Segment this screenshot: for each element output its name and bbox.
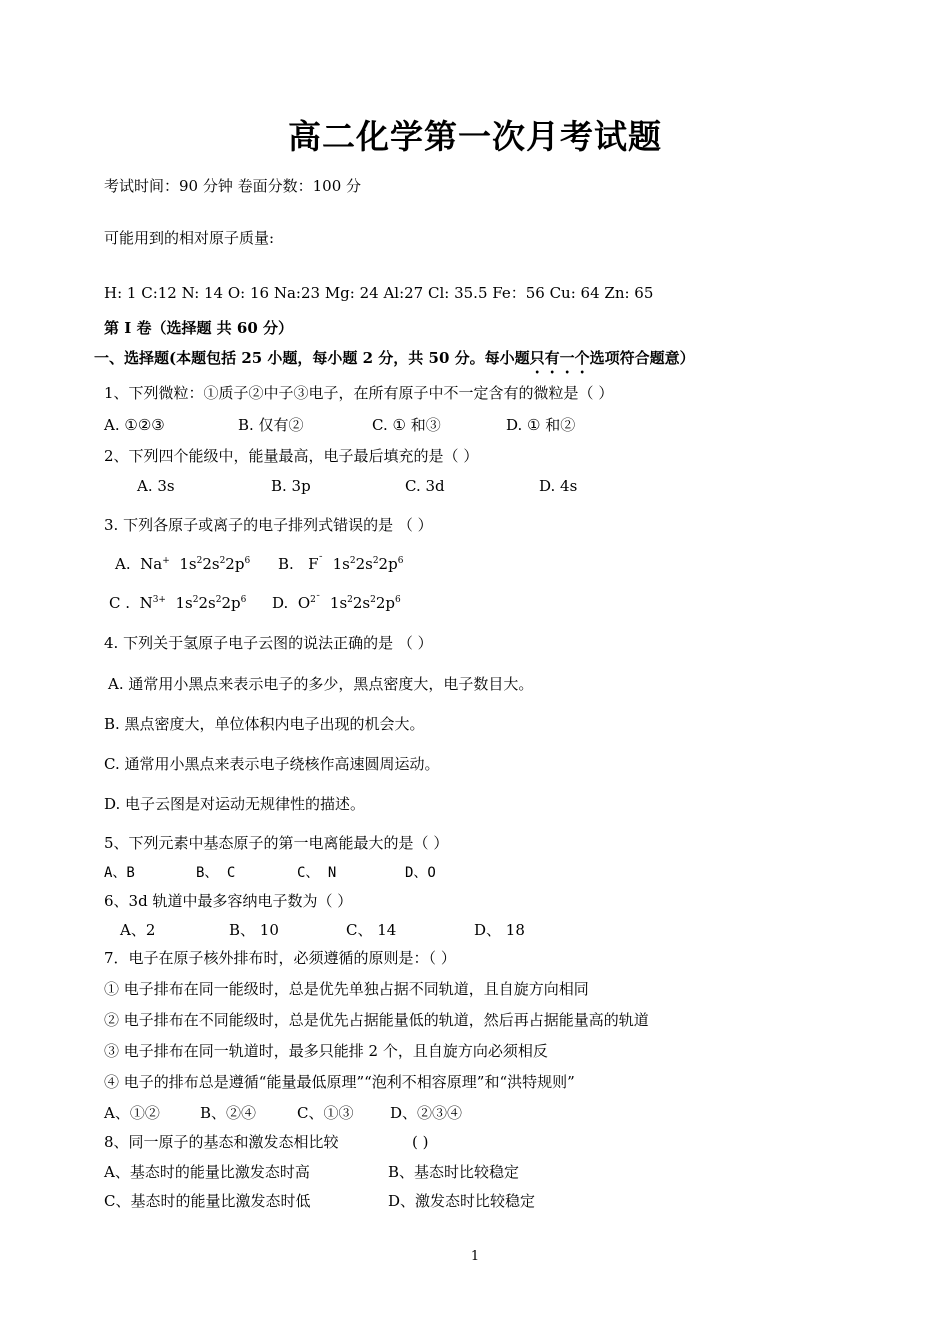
q2-option-a: A. 3s: [137, 477, 175, 495]
q3-a-charge: +: [162, 556, 170, 566]
q2-option-c: C. 3d: [405, 477, 445, 495]
atomic-mass-label: 可能用到的相对原子质量:: [104, 229, 275, 247]
q3-c-label: C .: [109, 594, 131, 612]
q3-b-label: B.: [278, 555, 294, 573]
q6-stem: 6、3d 轨道中最多容纳电子数为（ ）: [104, 892, 353, 910]
q3-c-config: $1s^22s^22p^6$: [175, 594, 247, 612]
q7-option-b: B、②④: [200, 1104, 257, 1122]
q7-option-c: C、①③: [297, 1104, 354, 1122]
q8-option-a: A、基态时的能量比激发态时高: [104, 1163, 310, 1181]
q7-statement-2: ② 电子排布在不同能级时，总是优先占据能量低的轨道，然后再占据能量高的轨道: [104, 1011, 649, 1029]
q3-stem: 3. 下列各原子或离子的电子排列式错误的是 （ ）: [104, 516, 433, 534]
q7-option-d: D、②③④: [390, 1104, 463, 1122]
q6-option-c: C、 14: [346, 921, 397, 939]
q3-b-ion: F: [308, 555, 319, 573]
q1-stem: 1、下列微粒：①质子②中子③电子，在所有原子中不一定含有的微粒是（ ）: [104, 384, 614, 402]
q6-option-a: A、2: [120, 921, 156, 939]
q3-a-config: $1s^22s^22p^6$: [179, 555, 251, 573]
q7-statement-3: ③ 电子排布在同一轨道时，最多只能排 2 个，且自旋方向必须相反: [104, 1042, 548, 1060]
q7-stem: 7．电子在原子核外排布时，必须遵循的原则是：（ ）: [104, 949, 456, 967]
q4-stem: 4. 下列关于氢原子电子云图的说法正确的是 （ ）: [104, 634, 433, 652]
section1-title: 第 Ⅰ 卷（选择题 共 60 分）: [104, 319, 294, 337]
q1-option-b: B. 仅有②: [238, 416, 304, 434]
q6-option-b: B、 10: [229, 921, 279, 939]
q2-option-b: B. 3p: [271, 477, 311, 495]
part1-heading-before: 一、选择题(本题包括 25 小题，每小题 2 分，共 50 分。每小题: [94, 349, 530, 367]
q7-statement-4: ④ 电子的排布总是遵循“能量最低原理”“泡利不相容原理”和“洪特规则”: [104, 1073, 575, 1091]
q3-a-label: A.: [115, 555, 131, 573]
q3-c-ion: N: [139, 594, 153, 612]
page-number: 1: [470, 1249, 480, 1264]
q3-d-config: $1s^22s^22p^6$: [329, 594, 401, 612]
q4-option-c: C. 通常用小黑点来表示电子绕核作高速圆周运动。: [104, 755, 440, 773]
q3-d-label: D.: [272, 594, 289, 612]
atomic-masses: H: 1 C:12 N: 14 O: 16 Na:23 Mg: 24 Al:27 Cl: 35.5 Fe：56 Cu: 64 Zn: 65: [104, 284, 654, 302]
q3-option-b: [278, 554, 403, 574]
q5-option-a: A、B: [104, 865, 135, 881]
exam-info: 考试时间：90 分钟 卷面分数：100 分: [104, 177, 362, 195]
q8-answer-paren: ( ): [412, 1133, 429, 1151]
q6-option-d: D、 18: [474, 921, 525, 939]
q7-statement-1: ① 电子排布在同一能级时，总是优先单独占据不同轨道，且自旋方向相同: [104, 980, 589, 998]
q3-option-d: [272, 593, 401, 613]
page-title: 高二化学第一次月考试题: [288, 117, 662, 156]
part1-heading: [94, 348, 695, 377]
q3-b-config: $1s^22s^22p^6$: [332, 555, 404, 573]
q3-c-charge: 3+: [152, 595, 166, 605]
q2-stem: 2、下列四个能级中，能量最高，电子最后填充的是（ ）: [104, 447, 479, 465]
q3-d-charge: 2¯: [310, 595, 321, 605]
q7-option-a: A、①②: [104, 1104, 160, 1122]
q4-option-b: B. 黑点密度大，单位体积内电子出现的机会大。: [104, 715, 425, 733]
q3-a-ion: Na: [140, 555, 163, 573]
q5-option-c: C、 N: [297, 865, 337, 881]
q2-option-d: D. 4s: [539, 477, 578, 495]
q5-stem: 5、下列元素中基态原子的第一电离能最大的是（ ）: [104, 834, 449, 852]
q5-option-b: B、 C: [196, 865, 236, 881]
q1-option-a: A. ①②③: [104, 416, 165, 434]
part1-heading-after: 选项符合题意）: [589, 349, 695, 367]
q1-option-c: C. ① 和③: [372, 416, 441, 434]
q4-option-a: A. 通常用小黑点来表示电子的多少，黑点密度大，电子数目大。: [108, 675, 534, 693]
q8-option-d: D、激发态时比较稳定: [388, 1192, 536, 1210]
q3-b-charge: ¯: [318, 556, 324, 566]
q8-option-c: C、基态时的能量比激发态时低: [104, 1192, 311, 1210]
q5-option-d: D、O: [405, 865, 436, 881]
q1-option-d: D. ① 和②: [506, 416, 576, 434]
q8-option-b: B、基态时比较稳定: [388, 1163, 520, 1181]
q3-option-c: [109, 593, 246, 613]
q4-option-d: D. 电子云图是对运动无规律性的描述。: [104, 795, 366, 813]
q3-option-a: [115, 554, 250, 574]
q8-stem: 8、同一原子的基态和激发态相比较: [104, 1133, 339, 1151]
q3-d-ion: O: [297, 594, 311, 612]
part1-heading-emphasis: 只有一个: [529, 349, 590, 367]
